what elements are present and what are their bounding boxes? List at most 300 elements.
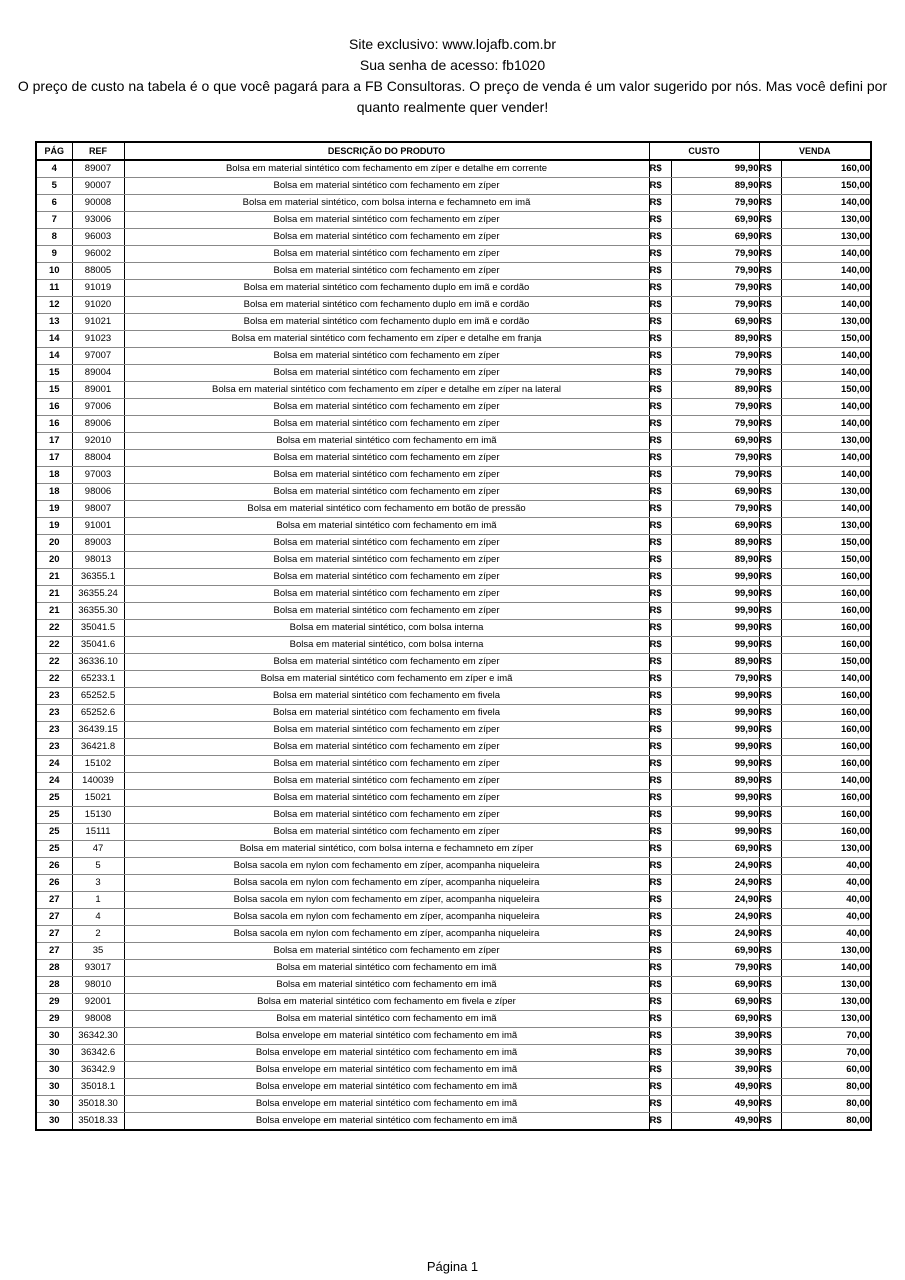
cell-venda-value: 160,00 (781, 620, 871, 637)
col-header-custo: CUSTO (649, 142, 759, 160)
table-row (36, 943, 871, 960)
table-row (36, 178, 871, 195)
table-row (36, 705, 871, 722)
cell-venda-currency: R$ (759, 586, 781, 603)
cell-custo-currency: R$ (649, 688, 671, 705)
cell-venda-value: 150,00 (781, 331, 871, 348)
cell-ref: 92010 (72, 433, 124, 450)
cell-pag: 22 (36, 654, 72, 671)
cell-ref: 140039 (72, 773, 124, 790)
cell-custo-value: 79,90 (671, 416, 759, 433)
cell-custo-currency: R$ (649, 535, 671, 552)
cell-venda-currency: R$ (759, 450, 781, 467)
cell-custo-value: 69,90 (671, 943, 759, 960)
cell-custo-value: 99,90 (671, 722, 759, 739)
cell-venda-value: 160,00 (781, 790, 871, 807)
table-row (36, 654, 871, 671)
cell-description: Bolsa em material sintético com fechamento em imã (124, 960, 649, 977)
cell-venda-currency: R$ (759, 195, 781, 212)
cell-pag: 25 (36, 790, 72, 807)
cell-ref: 65252.6 (72, 705, 124, 722)
cell-ref: 36336.10 (72, 654, 124, 671)
cell-custo-currency: R$ (649, 790, 671, 807)
cell-custo-value: 79,90 (671, 501, 759, 518)
table-row (36, 263, 871, 280)
cell-custo-currency: R$ (649, 399, 671, 416)
cell-venda-value: 130,00 (781, 212, 871, 229)
cell-ref: 90007 (72, 178, 124, 195)
table-row (36, 994, 871, 1011)
cell-venda-value: 140,00 (781, 671, 871, 688)
cell-custo-value: 79,90 (671, 450, 759, 467)
cell-venda-currency: R$ (759, 841, 781, 858)
cell-venda-value: 140,00 (781, 399, 871, 416)
cell-description: Bolsa em material sintético com fechamento em zíper (124, 654, 649, 671)
cell-custo-currency: R$ (649, 467, 671, 484)
cell-ref: 88004 (72, 450, 124, 467)
cell-custo-currency: R$ (649, 960, 671, 977)
cell-venda-value: 130,00 (781, 229, 871, 246)
cell-venda-value: 140,00 (781, 416, 871, 433)
cell-ref: 98008 (72, 1011, 124, 1028)
cell-venda-currency: R$ (759, 926, 781, 943)
cell-venda-currency: R$ (759, 943, 781, 960)
cell-custo-currency: R$ (649, 637, 671, 654)
table-row (36, 688, 871, 705)
cell-pag: 10 (36, 263, 72, 280)
cell-venda-value: 140,00 (781, 450, 871, 467)
cell-pag: 23 (36, 739, 72, 756)
cell-description: Bolsa em material sintético com fechamento em zíper (124, 348, 649, 365)
cell-description: Bolsa em material sintético com fechamento em zíper (124, 212, 649, 229)
cell-venda-value: 130,00 (781, 841, 871, 858)
cell-custo-currency: R$ (649, 756, 671, 773)
cell-ref: 35018.30 (72, 1096, 124, 1113)
cell-custo-currency: R$ (649, 909, 671, 926)
cell-venda-currency: R$ (759, 620, 781, 637)
cell-custo-value: 89,90 (671, 382, 759, 399)
cell-pag: 4 (36, 160, 72, 178)
cell-custo-currency: R$ (649, 620, 671, 637)
cell-custo-value: 39,90 (671, 1045, 759, 1062)
cell-venda-currency: R$ (759, 297, 781, 314)
cell-custo-value: 69,90 (671, 1011, 759, 1028)
cell-venda-currency: R$ (759, 263, 781, 280)
cell-custo-value: 24,90 (671, 875, 759, 892)
cell-description: Bolsa em material sintético com fechamento em zíper (124, 569, 649, 586)
cell-description: Bolsa envelope em material sintético com fechamento em imã (124, 1045, 649, 1062)
cell-ref: 1 (72, 892, 124, 909)
cell-description: Bolsa em material sintético, com bolsa interna e fechamneto em imã (124, 195, 649, 212)
table-row (36, 399, 871, 416)
col-header-ref: REF (72, 142, 124, 160)
cell-venda-currency: R$ (759, 790, 781, 807)
cell-pag: 16 (36, 399, 72, 416)
cell-venda-value: 130,00 (781, 1011, 871, 1028)
cell-custo-currency: R$ (649, 569, 671, 586)
cell-ref: 36342.6 (72, 1045, 124, 1062)
cell-description: Bolsa em material sintético com fechamento em zíper (124, 229, 649, 246)
cell-custo-value: 99,90 (671, 756, 759, 773)
cell-venda-value: 150,00 (781, 178, 871, 195)
cell-venda-currency: R$ (759, 858, 781, 875)
cell-custo-currency: R$ (649, 263, 671, 280)
cell-venda-value: 140,00 (781, 960, 871, 977)
cell-custo-value: 49,90 (671, 1096, 759, 1113)
cell-custo-currency: R$ (649, 841, 671, 858)
cell-ref: 15102 (72, 756, 124, 773)
cell-ref: 88005 (72, 263, 124, 280)
cell-venda-value: 40,00 (781, 926, 871, 943)
cell-venda-value: 130,00 (781, 977, 871, 994)
cell-pag: 22 (36, 671, 72, 688)
cell-custo-currency: R$ (649, 892, 671, 909)
cell-description: Bolsa sacola em nylon com fechamento em zíper, acompanha niqueleira (124, 875, 649, 892)
cell-venda-currency: R$ (759, 160, 781, 178)
cell-description: Bolsa em material sintético com fechamento em zíper (124, 416, 649, 433)
cell-custo-value: 69,90 (671, 433, 759, 450)
cell-custo-currency: R$ (649, 1011, 671, 1028)
cell-custo-value: 89,90 (671, 331, 759, 348)
cell-venda-currency: R$ (759, 705, 781, 722)
table-row (36, 1028, 871, 1045)
cell-description: Bolsa em material sintético com fechamento em zíper (124, 467, 649, 484)
cell-pag: 19 (36, 501, 72, 518)
cell-description: Bolsa em material sintético com fechamento em zíper (124, 790, 649, 807)
cell-venda-currency: R$ (759, 518, 781, 535)
cell-venda-value: 160,00 (781, 756, 871, 773)
cell-pag: 14 (36, 331, 72, 348)
cell-custo-value: 69,90 (671, 484, 759, 501)
cell-custo-currency: R$ (649, 1079, 671, 1096)
cell-venda-currency: R$ (759, 1096, 781, 1113)
cell-description: Bolsa em material sintético com fechamento em imã (124, 518, 649, 535)
cell-venda-value: 130,00 (781, 314, 871, 331)
cell-ref: 35041.5 (72, 620, 124, 637)
cell-custo-value: 89,90 (671, 654, 759, 671)
cell-venda-currency: R$ (759, 688, 781, 705)
cell-description: Bolsa sacola em nylon com fechamento em zíper, acompanha niqueleira (124, 892, 649, 909)
cell-ref: 15021 (72, 790, 124, 807)
cell-pag: 23 (36, 722, 72, 739)
cell-ref: 91020 (72, 297, 124, 314)
cell-description: Bolsa em material sintético com fechamento em zíper (124, 450, 649, 467)
cell-venda-value: 160,00 (781, 603, 871, 620)
cell-custo-currency: R$ (649, 1028, 671, 1045)
table-row (36, 280, 871, 297)
cell-venda-currency: R$ (759, 756, 781, 773)
cell-custo-value: 69,90 (671, 314, 759, 331)
cell-custo-value: 39,90 (671, 1028, 759, 1045)
cell-ref: 36355.1 (72, 569, 124, 586)
cell-venda-currency: R$ (759, 314, 781, 331)
cell-ref: 92001 (72, 994, 124, 1011)
cell-pag: 22 (36, 637, 72, 654)
table-row (36, 467, 871, 484)
cell-venda-currency: R$ (759, 1028, 781, 1045)
cell-custo-value: 79,90 (671, 365, 759, 382)
table-row (36, 1079, 871, 1096)
cell-pag: 17 (36, 433, 72, 450)
cell-custo-value: 79,90 (671, 195, 759, 212)
cell-venda-currency: R$ (759, 637, 781, 654)
table-row (36, 484, 871, 501)
cell-venda-value: 160,00 (781, 705, 871, 722)
table-row (36, 671, 871, 688)
cell-ref: 65252.5 (72, 688, 124, 705)
cell-pag: 24 (36, 773, 72, 790)
cell-ref: 93017 (72, 960, 124, 977)
cell-custo-value: 79,90 (671, 297, 759, 314)
cell-pag: 30 (36, 1062, 72, 1079)
cell-custo-currency: R$ (649, 858, 671, 875)
cell-custo-value: 99,90 (671, 824, 759, 841)
cell-description: Bolsa em material sintético, com bolsa interna (124, 637, 649, 654)
site-line: Site exclusivo: www.lojafb.com.br (349, 36, 556, 52)
cell-ref: 89004 (72, 365, 124, 382)
cell-description: Bolsa envelope em material sintético com fechamento em imã (124, 1079, 649, 1096)
table-row (36, 586, 871, 603)
cell-pag: 23 (36, 688, 72, 705)
cell-description: Bolsa em material sintético com fechamento em zíper (124, 943, 649, 960)
cell-description: Bolsa em material sintético com fechamento em zíper (124, 773, 649, 790)
cell-ref: 15130 (72, 807, 124, 824)
cell-venda-currency: R$ (759, 960, 781, 977)
cell-venda-value: 40,00 (781, 909, 871, 926)
cell-custo-value: 99,90 (671, 603, 759, 620)
cell-ref: 2 (72, 926, 124, 943)
cell-venda-currency: R$ (759, 1079, 781, 1096)
cell-ref: 91021 (72, 314, 124, 331)
cell-description: Bolsa envelope em material sintético com fechamento em imã (124, 1113, 649, 1131)
cell-description: Bolsa em material sintético com fechamento em zíper (124, 722, 649, 739)
table-row (36, 603, 871, 620)
cell-pag: 26 (36, 858, 72, 875)
table-row (36, 909, 871, 926)
cell-pag: 21 (36, 603, 72, 620)
cell-description: Bolsa em material sintético com fechamento em zíper (124, 586, 649, 603)
cell-custo-currency: R$ (649, 603, 671, 620)
cell-custo-currency: R$ (649, 773, 671, 790)
cell-venda-currency: R$ (759, 1062, 781, 1079)
cell-venda-currency: R$ (759, 1113, 781, 1131)
table-row (36, 841, 871, 858)
pricing-note: O preço de custo na tabela é o que você pagará para a FB Consultoras. O preço de venda é um valor sugerido por nós. Mas você defini por quanto realmente quer vender! (17, 78, 888, 115)
table-row (36, 331, 871, 348)
table-row (36, 960, 871, 977)
cell-venda-currency: R$ (759, 552, 781, 569)
cell-pag: 27 (36, 926, 72, 943)
table-row (36, 382, 871, 399)
cell-custo-currency: R$ (649, 926, 671, 943)
cell-venda-value: 140,00 (781, 467, 871, 484)
cell-venda-value: 160,00 (781, 722, 871, 739)
cell-custo-currency: R$ (649, 433, 671, 450)
cell-pag: 8 (36, 229, 72, 246)
cell-venda-value: 130,00 (781, 943, 871, 960)
cell-ref: 91019 (72, 280, 124, 297)
cell-ref: 96002 (72, 246, 124, 263)
cell-custo-value: 69,90 (671, 841, 759, 858)
table-row (36, 1096, 871, 1113)
cell-ref: 97006 (72, 399, 124, 416)
cell-custo-currency: R$ (649, 518, 671, 535)
cell-custo-currency: R$ (649, 297, 671, 314)
cell-venda-value: 150,00 (781, 654, 871, 671)
table-row (36, 892, 871, 909)
cell-description: Bolsa em material sintético com fechamento em zíper (124, 739, 649, 756)
cell-venda-value: 160,00 (781, 824, 871, 841)
cell-custo-currency: R$ (649, 365, 671, 382)
cell-venda-value: 150,00 (781, 552, 871, 569)
cell-custo-currency: R$ (649, 654, 671, 671)
cell-custo-currency: R$ (649, 484, 671, 501)
cell-description: Bolsa em material sintético com fechamento em fivela (124, 688, 649, 705)
cell-custo-currency: R$ (649, 1096, 671, 1113)
cell-description: Bolsa em material sintético com fechamento em zíper (124, 484, 649, 501)
cell-custo-currency: R$ (649, 1045, 671, 1062)
table-row (36, 246, 871, 263)
cell-custo-value: 39,90 (671, 1062, 759, 1079)
cell-description: Bolsa sacola em nylon com fechamento em zíper, acompanha niqueleira (124, 858, 649, 875)
table-row (36, 569, 871, 586)
cell-venda-currency: R$ (759, 654, 781, 671)
cell-description: Bolsa em material sintético com fechamento em imã (124, 1011, 649, 1028)
cell-custo-value: 49,90 (671, 1079, 759, 1096)
cell-custo-currency: R$ (649, 977, 671, 994)
cell-description: Bolsa em material sintético com fechamento em zíper (124, 263, 649, 280)
cell-pag: 27 (36, 909, 72, 926)
cell-venda-value: 160,00 (781, 739, 871, 756)
cell-custo-value: 24,90 (671, 892, 759, 909)
cell-ref: 90008 (72, 195, 124, 212)
cell-venda-value: 40,00 (781, 892, 871, 909)
table-row (36, 433, 871, 450)
cell-pag: 30 (36, 1113, 72, 1131)
cell-venda-value: 60,00 (781, 1062, 871, 1079)
cell-ref: 4 (72, 909, 124, 926)
cell-pag: 21 (36, 586, 72, 603)
cell-ref: 98007 (72, 501, 124, 518)
price-table (35, 141, 872, 1131)
cell-custo-currency: R$ (649, 552, 671, 569)
cell-custo-currency: R$ (649, 671, 671, 688)
cell-description: Bolsa em material sintético com fechamento em zíper (124, 535, 649, 552)
cell-venda-currency: R$ (759, 824, 781, 841)
cell-custo-value: 89,90 (671, 552, 759, 569)
cell-pag: 9 (36, 246, 72, 263)
cell-ref: 89007 (72, 160, 124, 178)
cell-pag: 24 (36, 756, 72, 773)
cell-custo-value: 89,90 (671, 773, 759, 790)
cell-custo-value: 69,90 (671, 977, 759, 994)
cell-venda-value: 140,00 (781, 365, 871, 382)
cell-description: Bolsa em material sintético com fechamento em fivela e zíper (124, 994, 649, 1011)
cell-pag: 30 (36, 1028, 72, 1045)
cell-pag: 25 (36, 807, 72, 824)
cell-custo-value: 99,90 (671, 160, 759, 178)
cell-pag: 13 (36, 314, 72, 331)
cell-description: Bolsa em material sintético com fechamento em zíper (124, 824, 649, 841)
cell-custo-value: 79,90 (671, 280, 759, 297)
cell-custo-value: 89,90 (671, 535, 759, 552)
cell-custo-value: 69,90 (671, 229, 759, 246)
cell-venda-currency: R$ (759, 1045, 781, 1062)
cell-pag: 20 (36, 535, 72, 552)
col-header-desc: DESCRIÇÃO DO PRODUTO (124, 142, 649, 160)
cell-custo-value: 99,90 (671, 790, 759, 807)
table-row (36, 756, 871, 773)
cell-venda-value: 140,00 (781, 195, 871, 212)
cell-pag: 15 (36, 365, 72, 382)
cell-venda-currency: R$ (759, 467, 781, 484)
cell-ref: 15111 (72, 824, 124, 841)
cell-custo-currency: R$ (649, 501, 671, 518)
table-row (36, 1011, 871, 1028)
table-row (36, 552, 871, 569)
cell-venda-currency: R$ (759, 603, 781, 620)
cell-ref: 89003 (72, 535, 124, 552)
cell-custo-value: 69,90 (671, 518, 759, 535)
cell-pag: 29 (36, 994, 72, 1011)
cell-ref: 89001 (72, 382, 124, 399)
cell-description: Bolsa em material sintético com fechamento em zíper (124, 603, 649, 620)
cell-venda-value: 150,00 (781, 535, 871, 552)
cell-description: Bolsa em material sintético com fechamento em fivela (124, 705, 649, 722)
cell-venda-value: 70,00 (781, 1028, 871, 1045)
cell-venda-value: 140,00 (781, 297, 871, 314)
table-row (36, 977, 871, 994)
cell-custo-currency: R$ (649, 1062, 671, 1079)
cell-ref: 65233.1 (72, 671, 124, 688)
cell-custo-currency: R$ (649, 280, 671, 297)
cell-ref: 35 (72, 943, 124, 960)
cell-venda-currency: R$ (759, 1011, 781, 1028)
cell-venda-currency: R$ (759, 365, 781, 382)
cell-venda-currency: R$ (759, 535, 781, 552)
cell-custo-currency: R$ (649, 314, 671, 331)
password-line: Sua senha de acesso: fb1020 (359, 57, 546, 73)
cell-custo-currency: R$ (649, 824, 671, 841)
page-header (0, 34, 905, 118)
cell-pag: 20 (36, 552, 72, 569)
cell-pag: 19 (36, 518, 72, 535)
cell-description: Bolsa em material sintético com fechamento em imã (124, 977, 649, 994)
cell-custo-currency: R$ (649, 943, 671, 960)
cell-pag: 21 (36, 569, 72, 586)
cell-custo-value: 99,90 (671, 739, 759, 756)
cell-venda-value: 140,00 (781, 501, 871, 518)
cell-custo-currency: R$ (649, 160, 671, 178)
cell-venda-currency: R$ (759, 909, 781, 926)
page-number: Página 1 (426, 1259, 479, 1274)
cell-description: Bolsa em material sintético com fechamento duplo em imã e cordão (124, 297, 649, 314)
table-row (36, 875, 871, 892)
cell-description: Bolsa em material sintético, com bolsa interna (124, 620, 649, 637)
cell-description: Bolsa em material sintético com fechamento em zíper e detalhe em zíper na lateral (124, 382, 649, 399)
cell-venda-currency: R$ (759, 892, 781, 909)
cell-venda-currency: R$ (759, 875, 781, 892)
cell-pag: 30 (36, 1079, 72, 1096)
cell-ref: 35041.6 (72, 637, 124, 654)
cell-venda-currency: R$ (759, 246, 781, 263)
cell-pag: 11 (36, 280, 72, 297)
cell-pag: 26 (36, 875, 72, 892)
cell-custo-value: 49,90 (671, 1113, 759, 1131)
cell-custo-currency: R$ (649, 722, 671, 739)
cell-description: Bolsa em material sintético, com bolsa interna e fechamneto em zíper (124, 841, 649, 858)
cell-venda-value: 40,00 (781, 875, 871, 892)
